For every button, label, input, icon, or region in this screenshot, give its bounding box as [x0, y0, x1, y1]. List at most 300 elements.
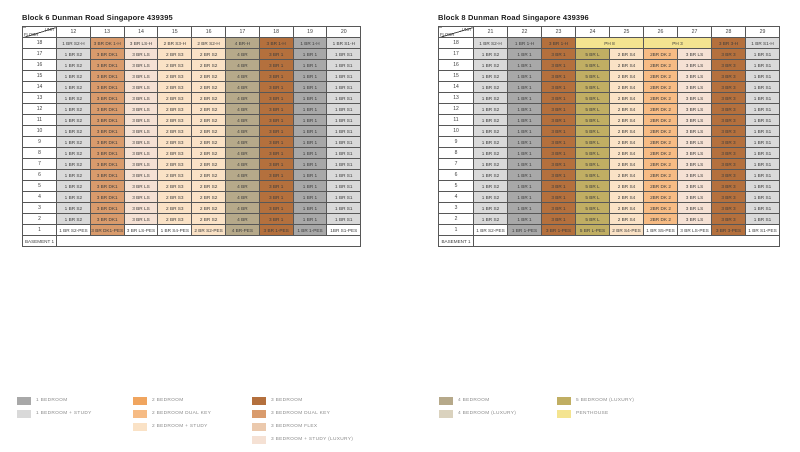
floor-label: 12 — [439, 104, 474, 115]
unit-cell: 4 BR — [225, 71, 259, 82]
unit-cell: 2 BR S4 — [610, 104, 644, 115]
floor-label: 6 — [23, 170, 57, 181]
unit-cell: 3 BR 1 — [259, 104, 293, 115]
unit-cell: 1 BR S1 — [327, 192, 361, 203]
unit-cell: 4 BR — [225, 49, 259, 60]
unit-cell: 2BR DK 2 — [644, 170, 678, 181]
unit-cell: 3 BR LS — [678, 60, 712, 71]
floor-row — [23, 115, 361, 126]
unit-cell: 1 BR S2 — [57, 214, 91, 225]
legend-color-swatch — [17, 397, 31, 405]
unit-cell: 1 BR S1 — [746, 181, 780, 192]
floor-label: 1 — [23, 225, 57, 236]
unit-cell: 5 BR L-PES — [576, 225, 610, 236]
unit-number: 16 — [192, 27, 226, 38]
unit-cell: 1 BR 1 — [508, 115, 542, 126]
legend-color-swatch — [252, 410, 266, 418]
floor-label: 17 — [439, 49, 474, 60]
unit-cell: 2 BR S4 — [610, 115, 644, 126]
unit-cell: 1 BR S2 — [57, 71, 91, 82]
floor-label: 10 — [439, 126, 474, 137]
floor-label: 7 — [439, 159, 474, 170]
unit-cell: 4 BR — [225, 181, 259, 192]
floor-row — [23, 181, 361, 192]
unit-cell: 1 BR S2 — [474, 181, 508, 192]
unit-cell: 3 BR LS — [124, 148, 158, 159]
unit-number: 25 — [610, 27, 644, 38]
floor-label: 14 — [23, 82, 57, 93]
unit-cell: 1 BR S1 — [746, 60, 780, 71]
floor-row — [439, 148, 780, 159]
floor-row — [23, 203, 361, 214]
unit-cell: 2 BR S2 — [192, 159, 226, 170]
unit-cell: 1 BR S2 — [474, 60, 508, 71]
unit-cell: 3 BR 1 — [259, 159, 293, 170]
unit-cell: 3 BR LS — [678, 148, 712, 159]
unit-cell: 1 BR 1 — [508, 126, 542, 137]
floor-row — [23, 60, 361, 71]
unit-cell: 3 BR 1 — [259, 148, 293, 159]
legend-label: 4 BEDROOM — [458, 398, 490, 403]
unit-cell: 1 BR 1 — [508, 82, 542, 93]
unit-cell: 1 BR 1 — [293, 60, 327, 71]
unit-cell: 1 BR S2 — [474, 82, 508, 93]
unit-cell: 1 BR S1-H — [746, 38, 780, 49]
unit-cell: 1 BR S2 — [57, 93, 91, 104]
unit-cell: 5 BR L — [576, 159, 610, 170]
unit-cell: 1 BR S2 — [474, 137, 508, 148]
unit-cell: 1 BR S2 — [474, 71, 508, 82]
unit-cell: 3 BR LS — [124, 126, 158, 137]
unit-cell: 3 BR 1 — [542, 60, 576, 71]
block8-floorplan-table — [438, 26, 780, 247]
unit-cell: 3 BR DK1 — [90, 181, 124, 192]
unit-cell: 2 BR S4-PES — [610, 225, 644, 236]
unit-cell: 1 BR 1 — [293, 104, 327, 115]
unit-cell: 1 BR S1 — [327, 60, 361, 71]
floor-label: 5 — [23, 181, 57, 192]
unit-cell: 3 BR 1-PES — [259, 225, 293, 236]
unit-cell: 1 BR S1 — [746, 214, 780, 225]
unit-cell: 2 BR S4 — [610, 214, 644, 225]
unit-cell: 3 BR LS — [678, 115, 712, 126]
unit-cell: 1 BR 1 — [508, 60, 542, 71]
unit-number: 15 — [158, 27, 192, 38]
floor-row — [23, 38, 361, 49]
legend-item — [439, 407, 516, 420]
floor-row — [439, 225, 780, 236]
unit-cell: 1 BR S4-PES — [158, 225, 192, 236]
floor-row — [439, 93, 780, 104]
unit-cell: 1 BR 1 — [293, 82, 327, 93]
unit-cell: 3 BR DK1 — [90, 82, 124, 93]
unit-cell: 3 BR 1 — [542, 82, 576, 93]
unit-cell: 2 BR S4 — [610, 49, 644, 60]
unit-cell: 2 BR S3 — [158, 203, 192, 214]
unit-number: 12 — [57, 27, 91, 38]
legend-column — [17, 394, 92, 420]
unit-cell: 5 BR L — [576, 115, 610, 126]
floor-row — [23, 214, 361, 225]
unit-cell: 1 BR 1 — [293, 49, 327, 60]
floor-row — [439, 49, 780, 60]
unit-cell: 3 BR 3 — [712, 49, 746, 60]
floor-row — [23, 126, 361, 137]
unit-cell: 5 BR L — [576, 148, 610, 159]
unit-cell: 4 BR-PES — [225, 225, 259, 236]
unit-cell: 2 BR S3 — [158, 148, 192, 159]
unit-cell: 3 BR LS — [678, 49, 712, 60]
unit-cell: 3 BR 3 — [712, 192, 746, 203]
unit-cell: 2 BR S2 — [192, 170, 226, 181]
unit-cell: 2 BR S4 — [610, 203, 644, 214]
unit-cell: 3 BR 3 — [712, 71, 746, 82]
unit-cell: 3 BR DK1 — [90, 49, 124, 60]
unit-cell: 3 BR 1 — [542, 192, 576, 203]
unit-cell: 3 BR 1-H — [259, 38, 293, 49]
unit-cell: 2 BR S4 — [610, 159, 644, 170]
unit-cell: 3 BR LS — [124, 192, 158, 203]
legend-item — [133, 394, 211, 407]
unit-cell: 3 BR LS — [124, 82, 158, 93]
floor-row — [439, 115, 780, 126]
unit-cell: 1 BR S1 — [327, 126, 361, 137]
unit-number: 17 — [225, 27, 259, 38]
floor-label: 11 — [23, 115, 57, 126]
unit-cell: 3 BR 1 — [542, 148, 576, 159]
unit-cell: 1 BR S1 — [746, 82, 780, 93]
legend-item — [17, 407, 92, 420]
legend-item — [252, 394, 353, 407]
unit-cell: 2BR DK 2 — [644, 115, 678, 126]
legend-color-swatch — [133, 397, 147, 405]
unit-cell: 2 BR S3 — [158, 49, 192, 60]
unit-cell: 1 BR S1 — [327, 49, 361, 60]
unit-cell: 1 BR 1 — [293, 159, 327, 170]
unit-cell: 1 BR 1 — [508, 148, 542, 159]
unit-cell: 1 BR S1 — [327, 214, 361, 225]
unit-cell: 1 BR 1 — [508, 93, 542, 104]
unit-cell: 3 BR LS — [678, 181, 712, 192]
unit-cell: 1 BR S2 — [57, 60, 91, 71]
unit-cell: 1 BR 1 — [293, 126, 327, 137]
unit-cell: 3 BR 3 — [712, 93, 746, 104]
unit-cell: 1 BR S2 — [57, 159, 91, 170]
corner-unit-label: UNIT — [461, 27, 472, 32]
unit-cell: 3 BR DK1 — [90, 192, 124, 203]
unit-cell: 2BR DK 2 — [644, 192, 678, 203]
unit-cell: 3 BR DK1 — [90, 93, 124, 104]
unit-cell: 1 BR S1 — [327, 82, 361, 93]
floor-row — [439, 159, 780, 170]
unit-cell: 4 BR — [225, 137, 259, 148]
floor-label: 13 — [23, 93, 57, 104]
unit-cell: 3 BR DK1 — [90, 126, 124, 137]
floor-row — [23, 82, 361, 93]
unit-number: 27 — [678, 27, 712, 38]
unit-cell: 1 BR S2 — [474, 49, 508, 60]
unit-cell: 1 BR S2 — [57, 49, 91, 60]
unit-cell: 1 BR 1 — [508, 214, 542, 225]
unit-cell: 2 BR S3 — [158, 71, 192, 82]
floor-label: 15 — [23, 71, 57, 82]
unit-cell: 2BR DK 2 — [644, 104, 678, 115]
unit-cell: 3 BR 1 — [259, 137, 293, 148]
legend-item — [439, 394, 516, 407]
block6-title: Block 6 Dunman Road Singapore 439395 — [22, 13, 173, 22]
unit-number: 29 — [746, 27, 780, 38]
unit-cell: 3 BR LS — [124, 115, 158, 126]
unit-header-row — [23, 27, 361, 38]
unit-cell: 3 BR 1 — [259, 49, 293, 60]
unit-cell: 3 BR LS — [124, 214, 158, 225]
legend-label: 1 BEDROOM + STUDY — [36, 411, 92, 416]
unit-cell: 1 BR S2 — [57, 181, 91, 192]
block8-title: Block 8 Dunman Road Singapore 439396 — [438, 13, 589, 22]
unit-cell: 2 BR S4 — [610, 126, 644, 137]
unit-number: 18 — [259, 27, 293, 38]
unit-cell: 3 BR 1 — [542, 115, 576, 126]
unit-cell: 3 BR DK1 — [90, 159, 124, 170]
unit-cell: 2 BR S3 — [158, 104, 192, 115]
legend-color-swatch — [133, 410, 147, 418]
unit-cell: 3 BR LS — [124, 60, 158, 71]
unit-cell: 1 BR 1 — [508, 104, 542, 115]
unit-cell: 3 BR LS — [124, 71, 158, 82]
basement-empty-cell — [474, 236, 780, 247]
floor-row — [439, 192, 780, 203]
unit-cell: 3 BR LS — [678, 82, 712, 93]
unit-cell: 5 BR L — [576, 126, 610, 137]
unit-cell: 3 BR 1 — [542, 49, 576, 60]
unit-cell: 1 BR S1 — [327, 115, 361, 126]
unit-cell: 3 BR 3 — [712, 148, 746, 159]
unit-cell: 2 BR S4 — [610, 181, 644, 192]
floor-label: 7 — [23, 159, 57, 170]
unit-cell: 1 BR S1 — [327, 148, 361, 159]
unit-cell: 2BR DK 2 — [644, 126, 678, 137]
legend-label: PENTHOUSE — [576, 411, 609, 416]
floor-label: 18 — [439, 38, 474, 49]
unit-cell: 2 BR S2-H — [192, 38, 226, 49]
legend-item — [252, 433, 353, 446]
floor-row — [439, 38, 780, 49]
corner-floor-label: FLOOR — [24, 32, 39, 37]
unit-number: 23 — [542, 27, 576, 38]
floor-label: 6 — [439, 170, 474, 181]
unit-cell: 3 BR 1 — [542, 181, 576, 192]
floor-label: 5 — [439, 181, 474, 192]
unit-cell: 1 BR 1 — [293, 71, 327, 82]
unit-cell: 3 BR DK1 — [90, 60, 124, 71]
unit-cell: 3 BR 1 — [259, 214, 293, 225]
unit-cell: 2 BR S3 — [158, 115, 192, 126]
unit-cell: 2 BR S4 — [610, 60, 644, 71]
unit-cell: 3 BR DK1 — [90, 104, 124, 115]
unit-cell: 3 BR DK1 — [90, 170, 124, 181]
unit-cell: 3 BR LS-PES — [678, 225, 712, 236]
unit-cell: 3 BR LS — [678, 159, 712, 170]
floor-row — [23, 71, 361, 82]
unit-cell: 2 BR S2 — [192, 115, 226, 126]
unit-cell: 2BR DK 2 — [644, 137, 678, 148]
floor-label: 16 — [439, 60, 474, 71]
basement-label: BASEMENT 1 — [23, 236, 57, 247]
floor-label: 10 — [23, 126, 57, 137]
unit-cell: 1 BR S1-PES — [746, 225, 780, 236]
unit-cell: 2 BR S4 — [610, 137, 644, 148]
unit-cell: 3 BR 1 — [542, 159, 576, 170]
legend-color-swatch — [252, 436, 266, 444]
floor-label: 13 — [439, 93, 474, 104]
unit-cell: 3 BR 3 — [712, 214, 746, 225]
unit-number: 13 — [90, 27, 124, 38]
floor-label: 2 — [23, 214, 57, 225]
unit-cell: 1 BR 1 — [293, 214, 327, 225]
legend-item — [557, 394, 634, 407]
unit-cell: 3 BR LS-H — [124, 38, 158, 49]
corner-unit-label: UNIT — [44, 27, 55, 32]
unit-cell: 3 BR LS — [678, 203, 712, 214]
unit-cell: 1 BR 1 — [508, 181, 542, 192]
unit-cell: 1 BR S1 — [746, 170, 780, 181]
unit-cell: 2 BR S2 — [192, 126, 226, 137]
unit-cell: 1 BR S1 — [746, 49, 780, 60]
unit-cell: 2BR DK 2 — [644, 214, 678, 225]
unit-cell: 5 BR L — [576, 104, 610, 115]
unit-cell: 2 BR S2 — [192, 93, 226, 104]
unit-cell: 1 BR S1 — [327, 104, 361, 115]
legend-color-swatch — [17, 410, 31, 418]
unit-cell: 4 BR-H — [225, 38, 259, 49]
unit-cell: 2 BR S3 — [158, 159, 192, 170]
unit-cell: 1 BR S2 — [57, 203, 91, 214]
floor-label: 9 — [439, 137, 474, 148]
unit-cell: 1 BR 1 — [508, 159, 542, 170]
unit-cell: 3 BR 1 — [259, 170, 293, 181]
unit-cell: 4 BR — [225, 93, 259, 104]
legend-color-swatch — [439, 397, 453, 405]
floor-row — [439, 60, 780, 71]
unit-cell: 3 BR 1 — [542, 214, 576, 225]
floor-label: 3 — [23, 203, 57, 214]
unit-cell: 2 BR S2 — [192, 192, 226, 203]
legend-label: 2 BEDROOM DUAL KEY — [152, 411, 212, 416]
unit-cell: 3 BR 3 — [712, 115, 746, 126]
floor-label: 4 — [23, 192, 57, 203]
unit-cell: 2 BR S4 — [610, 192, 644, 203]
unit-cell: 4 BR — [225, 115, 259, 126]
unit-type-legend — [0, 394, 800, 452]
floor-row — [439, 214, 780, 225]
unit-cell: 1 BR 1 — [293, 93, 327, 104]
legend-color-swatch — [557, 397, 571, 405]
legend-color-swatch — [252, 397, 266, 405]
unit-cell: 2 BR S3 — [158, 82, 192, 93]
unit-cell: 1 BR S2-PES — [57, 225, 91, 236]
unit-cell: 5 BR L — [576, 214, 610, 225]
unit-cell: 2 BR S3 — [158, 60, 192, 71]
unit-cell: 1 BR S1 — [746, 192, 780, 203]
unit-cell: 1 BR 1 — [508, 137, 542, 148]
unit-cell: 5 BR L — [576, 203, 610, 214]
unit-cell: 3 BR LS — [124, 181, 158, 192]
legend-label: 3 BEDROOM DUAL KEY — [271, 411, 331, 416]
floor-label: 4 — [439, 192, 474, 203]
legend-label: 1 BEDROOM — [36, 398, 68, 403]
corner-floor-label: FLOOR — [440, 32, 455, 37]
unit-cell: 1 BR S5-PES — [644, 225, 678, 236]
unit-cell: 2 BR S2 — [192, 49, 226, 60]
unit-cell: 4 BR — [225, 148, 259, 159]
floor-label: 18 — [23, 38, 57, 49]
unit-cell: 3 BR 3 — [712, 159, 746, 170]
unit-cell: 1 BR 1 — [293, 170, 327, 181]
unit-cell: 1 BR S2-H — [57, 38, 91, 49]
unit-cell: 1 BR 1 — [293, 181, 327, 192]
unit-cell: 3 BR 3 — [712, 137, 746, 148]
unit-number: 22 — [508, 27, 542, 38]
unit-cell: 1 BR S2 — [474, 126, 508, 137]
unit-number: 24 — [576, 27, 610, 38]
unit-cell: 2 BR S3 — [158, 214, 192, 225]
floor-row — [23, 192, 361, 203]
unit-cell: PH 3 — [644, 38, 712, 49]
unit-cell: 3 BR 1 — [542, 203, 576, 214]
unit-cell: 2 BR S3 — [158, 181, 192, 192]
floor-row — [23, 93, 361, 104]
unit-number: 26 — [644, 27, 678, 38]
unit-cell: 1 BR S2 — [57, 104, 91, 115]
unit-cell: 1 BR S2 — [474, 203, 508, 214]
unit-cell: 2BR DK 2 — [644, 71, 678, 82]
floor-row — [23, 49, 361, 60]
unit-cell: 5 BR L — [576, 82, 610, 93]
unit-cell: 1 BR S1 — [746, 148, 780, 159]
unit-cell: 5 BR L — [576, 60, 610, 71]
unit-cell: 3 BR 1 — [259, 203, 293, 214]
unit-cell: 1 BR S1 — [746, 93, 780, 104]
legend-label: 2 BEDROOM + STUDY — [152, 424, 208, 429]
unit-cell: 2BR DK 2 — [644, 203, 678, 214]
unit-cell: 4 BR — [225, 159, 259, 170]
legend-color-swatch — [252, 423, 266, 431]
unit-header-row — [439, 27, 780, 38]
floor-label: 12 — [23, 104, 57, 115]
floor-row — [23, 170, 361, 181]
basement-empty-cell — [57, 236, 361, 247]
unit-cell: 2 BR S3 — [158, 137, 192, 148]
floor-row — [439, 82, 780, 93]
unit-cell: 1 BR 1 — [293, 203, 327, 214]
unit-cell: 4 BR — [225, 203, 259, 214]
floor-unit-corner-cell — [23, 27, 57, 38]
floor-row — [23, 137, 361, 148]
unit-cell: 4 BR — [225, 126, 259, 137]
unit-cell: 1 BR S2 — [57, 126, 91, 137]
unit-cell: 1 BR S2 — [474, 170, 508, 181]
unit-cell: 3 BR 3 — [712, 170, 746, 181]
legend-color-swatch — [133, 423, 147, 431]
floor-label: 16 — [23, 60, 57, 71]
unit-cell: 1 BR 1 — [293, 192, 327, 203]
unit-cell: 2BR DK 2 — [644, 93, 678, 104]
unit-cell: 3 BR LS — [678, 137, 712, 148]
unit-cell: 1 BR S1 — [327, 137, 361, 148]
floor-label: 8 — [439, 148, 474, 159]
unit-cell: 3 BR 3 — [712, 82, 746, 93]
unit-cell: 1BR S1-PES — [327, 225, 361, 236]
